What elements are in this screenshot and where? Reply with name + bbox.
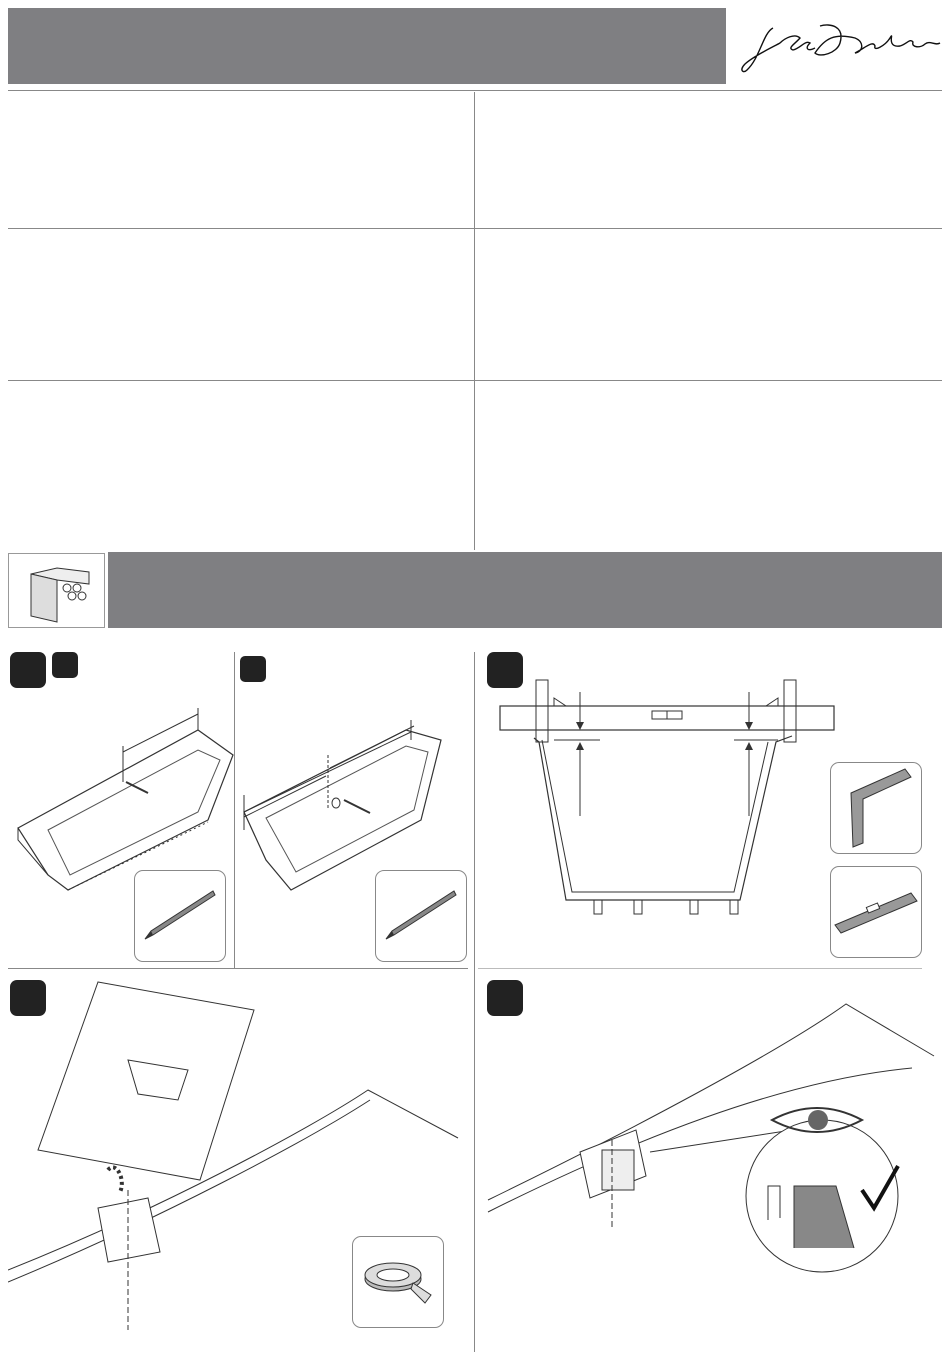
bracket-diagram <box>482 990 942 1350</box>
square-tool-box <box>830 762 922 854</box>
panel-divider <box>478 968 922 969</box>
accessory-thumbnail <box>8 553 105 628</box>
pencil-icon <box>376 871 466 961</box>
carpenter-square-icon <box>831 763 921 853</box>
step-badge <box>240 656 266 682</box>
pencil-tool-box <box>375 870 467 962</box>
divider <box>8 228 942 229</box>
column-divider <box>474 92 475 550</box>
tape-tool-box <box>352 1236 444 1328</box>
divider <box>8 90 942 91</box>
panel-divider <box>234 652 235 968</box>
section-band <box>108 552 942 628</box>
spirit-level-icon <box>831 867 921 957</box>
brand-logo <box>735 8 945 86</box>
header-band <box>8 8 726 84</box>
level-tool-box <box>830 866 922 958</box>
divider <box>8 380 942 381</box>
adhesive-tape-icon <box>353 1237 443 1327</box>
step-badge <box>10 652 46 688</box>
panel-divider <box>8 968 468 969</box>
pencil-tool-box <box>134 870 226 962</box>
cross-section-diagram <box>494 670 840 930</box>
panel-divider <box>474 652 475 1352</box>
pencil-icon <box>135 871 225 961</box>
step-badge <box>52 652 78 678</box>
